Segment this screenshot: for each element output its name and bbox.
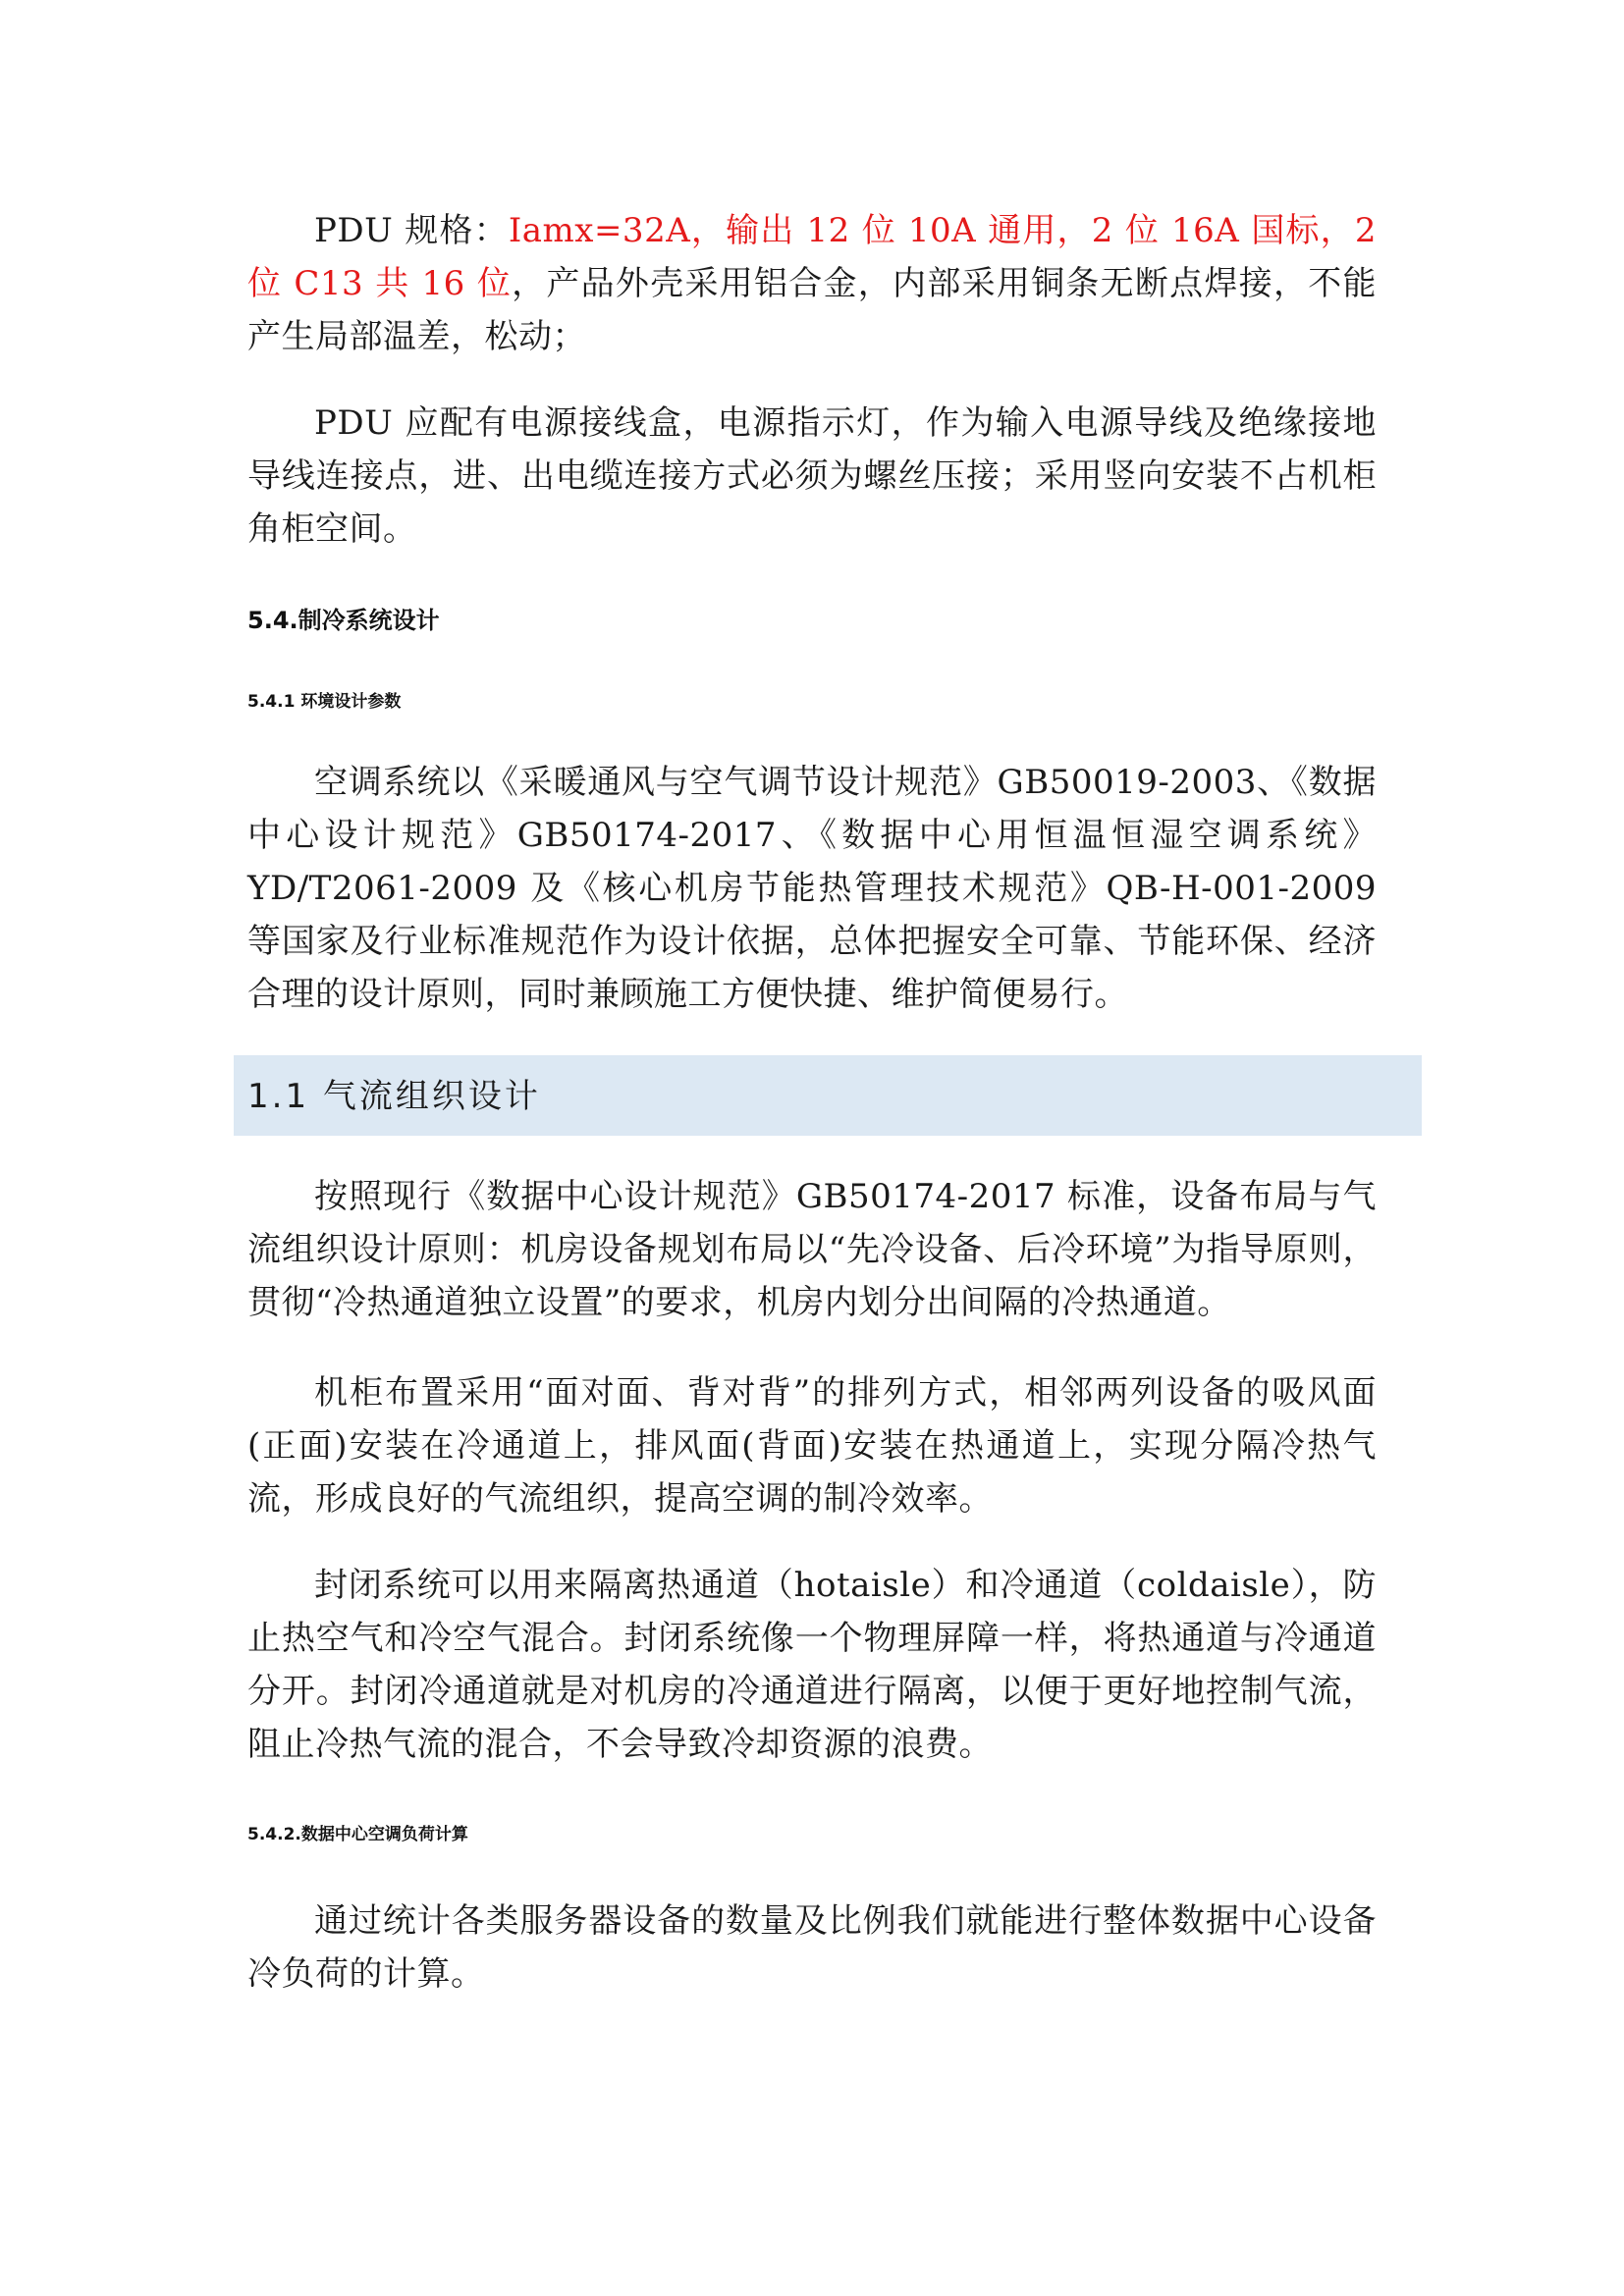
heading-band-1-1 — [234, 1055, 1422, 1136]
pdu-box-paragraph: PDU 应配有电源接线盒，电源指示灯，作为输入电源导线及绝缘接地导线连接点，进、出电缆连接方式必须为螺丝压接；采用竖向安装不占机柜角柜空间。 — [247, 403, 1377, 549]
section-heading-5-4-2: 5.4.2.数据中心空调负荷计算 — [247, 1825, 468, 1844]
section-heading-5-4-1: 5.4.1 环境设计参数 — [247, 692, 402, 712]
load-calculation-paragraph: 通过统计各类服务器设备的数量及比例我们就能进行整体数据中心设备冷负荷的计算。 — [247, 1901, 1377, 1994]
airflow-paragraph-3: 封闭系统可以用来隔离热通道（hotaisle）和冷通道（coldaisle），防止热空气和冷空气混合。封闭系统像一个物理屏障一样，将热通道与冷通道分开。封闭冷通道就是对机房的冷通道进行隔离，以便于更好地控制气流，阻止冷热气流的混合，不会导致冷却资源的浪费。 — [247, 1566, 1377, 1764]
airflow-paragraph-1: 按照现行《数据中心设计规范》GB50174-2017 标准，设备布局与气流组织设计原则：机房设备规划布局以“先冷设备、后冷环境”为指导原则，贯彻“冷热通道独立设置”的要求，机房内划分出间隔的冷热通道。 — [247, 1177, 1377, 1322]
pdu-spec-highlight: Iamx=32A，输出 12 位 10A 通用，2 位 16A 国标，2 位 C13 共 16 位 — [247, 211, 1377, 303]
environment-paragraph: 空调系统以《采暖通风与空气调节设计规范》GB50019-2003、《数据中心设计规范》GB50174-2017、《数据中心用恒温恒湿空调系统》YD/T2061-2009 及《核心机房节能热管理技术规范》QB-H-001-2009 等国家及行业标准规范作为设计依据，总体把握安全可靠、节能环保、经济合理的设计原则，同时兼顾施工方便快捷、维护简便易行。 — [247, 763, 1377, 1014]
pdu-spec-rest: ，产品外壳采用铝合金，内部采用铜条无断点焊接，不能产生局部温差，松动； — [247, 264, 1378, 356]
pdu-spec-paragraph — [247, 204, 1377, 363]
heading-1-1: 1.1 气流组织设计 — [247, 1077, 541, 1116]
section-heading-5-4: 5.4.制冷系统设计 — [247, 607, 440, 634]
pdu-spec-label: PDU 规格： — [314, 211, 509, 250]
airflow-paragraph-2: 机柜布置采用“面对面、背对背”的排列方式，相邻两列设备的吸风面(正面)安装在冷通道上，排风面(背面)安装在热通道上，实现分隔冷热气流，形成良好的气流组织，提高空调的制冷效率。 — [247, 1373, 1377, 1519]
